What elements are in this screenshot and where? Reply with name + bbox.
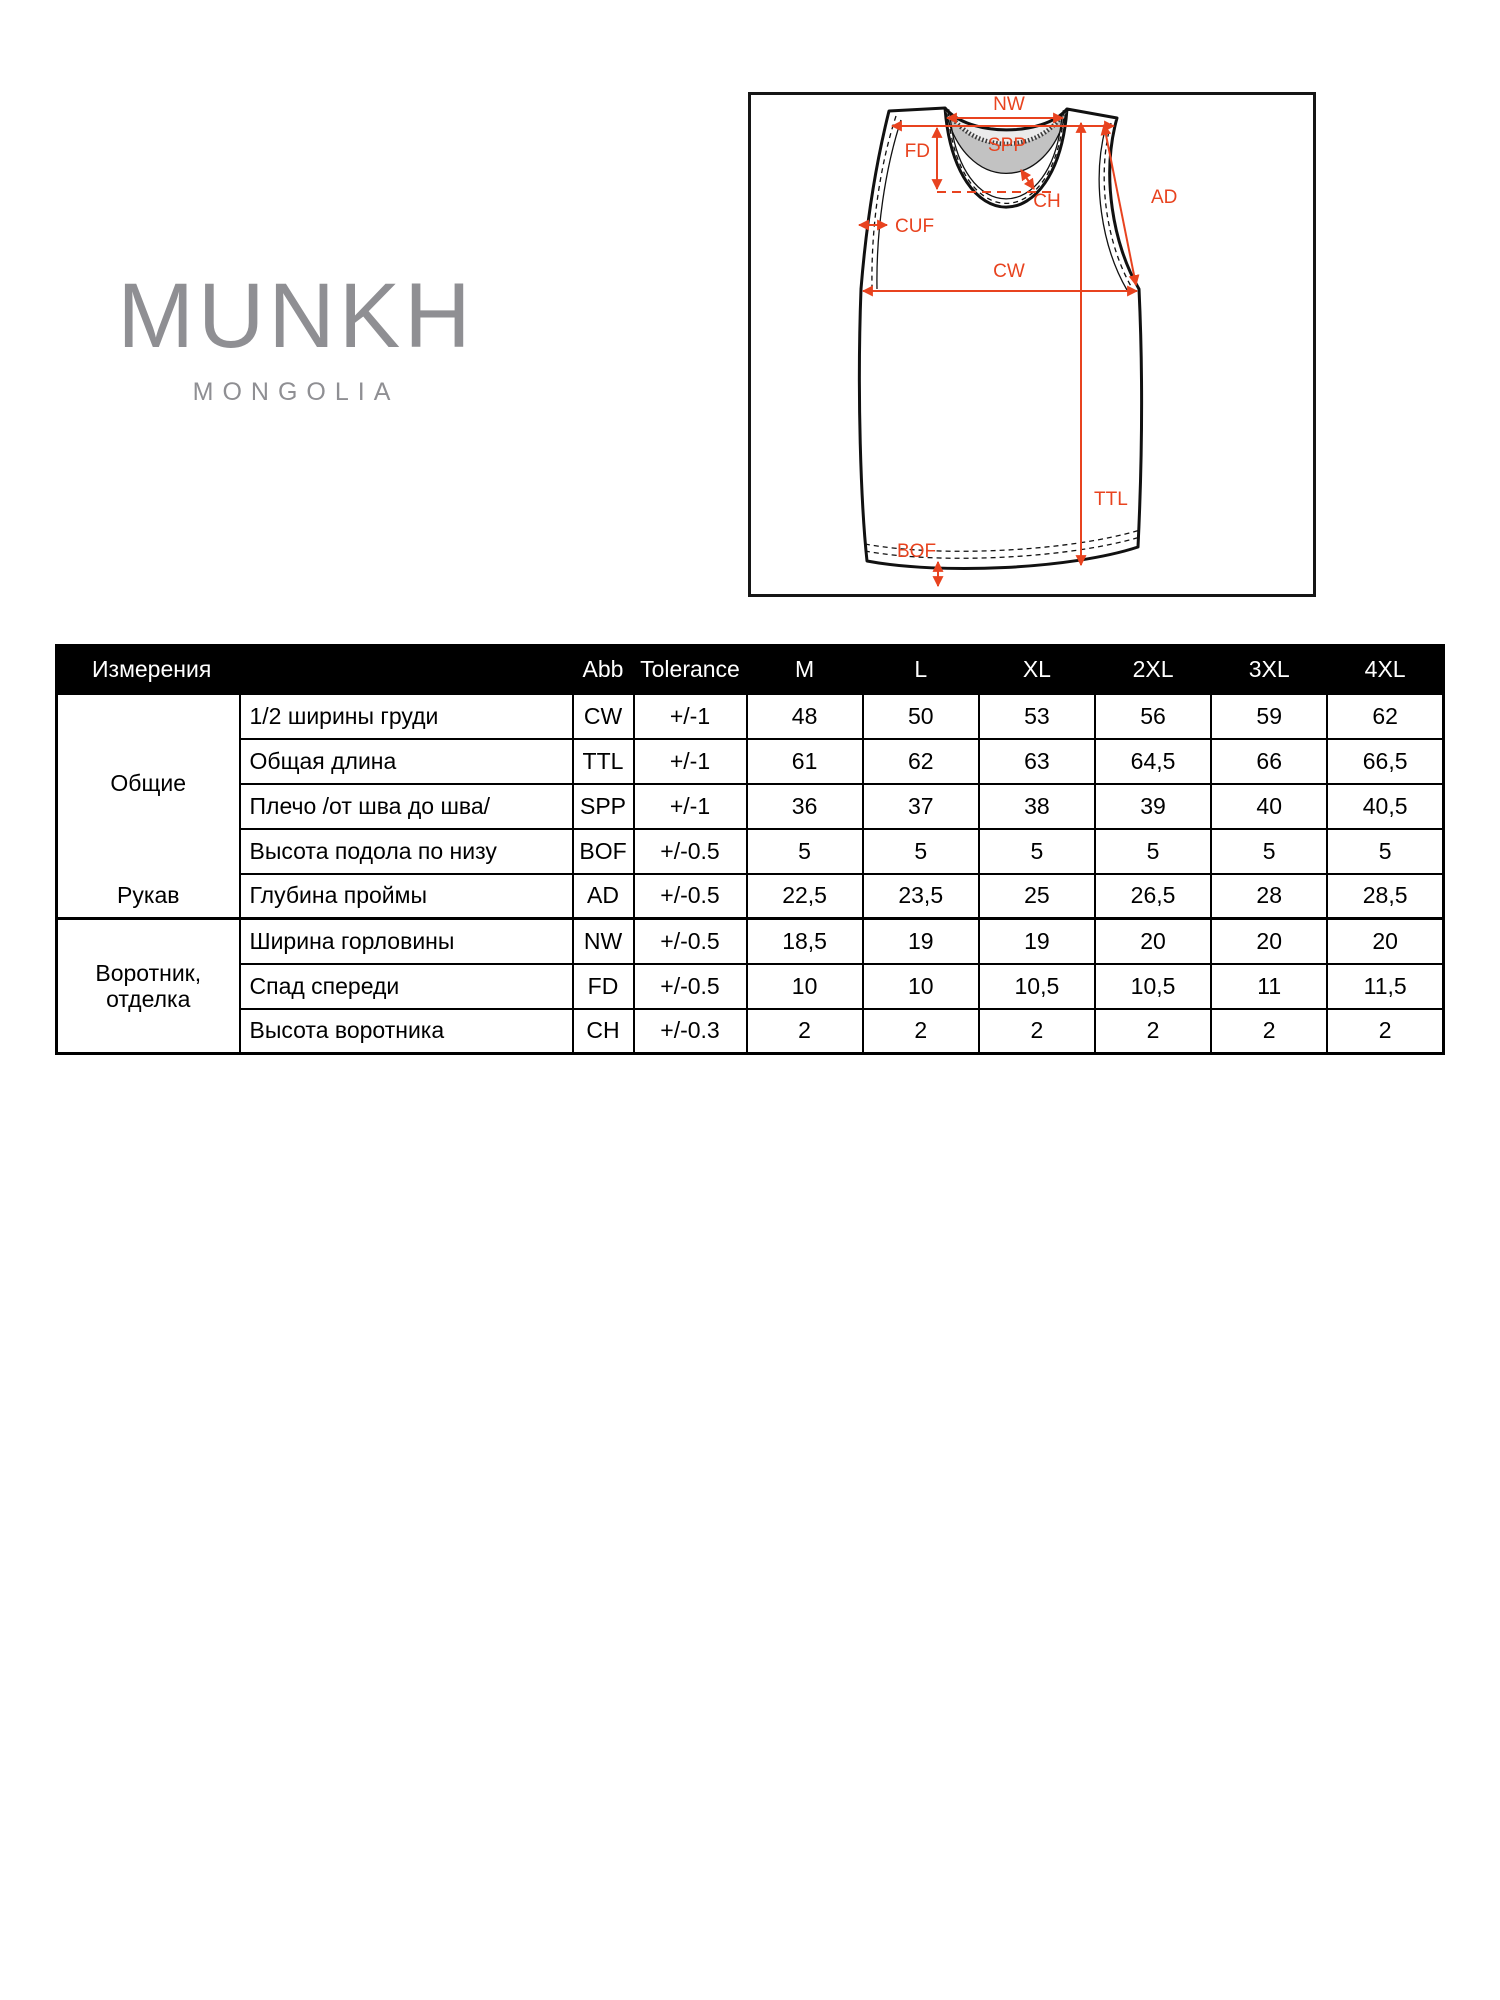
abbreviation-cell: FD	[573, 964, 634, 1009]
size-value-cell: 40	[1211, 784, 1327, 829]
row-group-label: Воротник, отделка	[95, 959, 202, 1012]
abb-column-header: Abb	[573, 646, 634, 694]
size-value-cell: 28	[1211, 874, 1327, 919]
tolerance-cell: +/-0.5	[634, 829, 747, 874]
ttl-measurement-label: TTL	[1094, 489, 1128, 510]
table-row	[57, 1009, 1444, 1054]
measurement-name-cell: 1/2 ширины груди	[240, 694, 573, 739]
size-column-header: M	[747, 646, 863, 694]
size-value-cell: 66,5	[1327, 739, 1443, 784]
size-value-cell: 23,5	[863, 874, 979, 919]
size-value-cell: 11	[1211, 964, 1327, 1009]
measurement-name-cell: Спад спереди	[240, 964, 573, 1009]
table-row	[57, 784, 1444, 829]
size-column-header: 4XL	[1327, 646, 1443, 694]
measurement-name-cell: Высота подола по низу	[240, 829, 573, 874]
size-value-cell: 10	[747, 964, 863, 1009]
size-value-cell: 63	[979, 739, 1095, 784]
tolerance-cell: +/-1	[634, 739, 747, 784]
size-value-cell: 5	[979, 829, 1095, 874]
tolerance-cell: +/-0.5	[634, 919, 747, 964]
size-value-cell: 10,5	[979, 964, 1095, 1009]
size-value-cell: 2	[1327, 1009, 1443, 1054]
ad-measurement-label: AD	[1151, 187, 1178, 208]
size-value-cell: 66	[1211, 739, 1327, 784]
logo-brand-text: MUNKH	[117, 265, 475, 367]
size-value-cell: 39	[1095, 784, 1211, 829]
size-value-cell: 20	[1095, 919, 1211, 964]
size-value-cell: 5	[863, 829, 979, 874]
size-value-cell: 40,5	[1327, 784, 1443, 829]
size-value-cell: 19	[863, 919, 979, 964]
size-value-cell: 36	[747, 784, 863, 829]
tank-top-technical-drawing	[751, 95, 1313, 594]
size-value-cell: 20	[1211, 919, 1327, 964]
size-value-cell: 64,5	[1095, 739, 1211, 784]
size-value-cell: 10	[863, 964, 979, 1009]
spp-measurement-label: SPP	[987, 135, 1027, 156]
size-column-header: XL	[979, 646, 1095, 694]
abbreviation-cell: NW	[573, 919, 634, 964]
abbreviation-cell: AD	[573, 874, 634, 919]
size-value-cell: 2	[747, 1009, 863, 1054]
bof-measurement-label: BOF	[897, 541, 937, 562]
size-value-cell: 10,5	[1095, 964, 1211, 1009]
table-row	[57, 874, 1444, 919]
table-row	[57, 964, 1444, 1009]
abbreviation-cell: SPP	[573, 784, 634, 829]
size-value-cell: 48	[747, 694, 863, 739]
abbreviation-cell: TTL	[573, 739, 634, 784]
table-row	[57, 919, 1444, 964]
size-value-cell: 59	[1211, 694, 1327, 739]
size-column-header: 2XL	[1095, 646, 1211, 694]
size-value-cell: 37	[863, 784, 979, 829]
measurement-name-cell: Общая длина	[240, 739, 573, 784]
measurement-name-cell: Глубина проймы	[240, 874, 573, 919]
size-column-header: L	[863, 646, 979, 694]
tolerance-cell: +/-1	[634, 694, 747, 739]
size-value-cell: 2	[1211, 1009, 1327, 1054]
row-group-cell	[57, 919, 240, 1054]
size-value-cell: 26,5	[1095, 874, 1211, 919]
measurement-name-cell: Высота воротника	[240, 1009, 573, 1054]
tolerance-cell: +/-1	[634, 784, 747, 829]
row-group-label: Общие	[110, 770, 187, 797]
size-value-cell: 19	[979, 919, 1095, 964]
measurements-column-header: Измерения	[57, 646, 573, 694]
measurement-name-cell: Ширина горловины	[240, 919, 573, 964]
nw-measurement-label: NW	[993, 95, 1025, 115]
measurement-name-cell: Плечо /от шва до шва/	[240, 784, 573, 829]
brand-logo	[108, 265, 484, 407]
ch-measure-arrow	[1021, 170, 1034, 189]
size-value-cell: 11,5	[1327, 964, 1443, 1009]
size-value-cell: 56	[1095, 694, 1211, 739]
size-column-header: 3XL	[1211, 646, 1327, 694]
table-row	[57, 694, 1444, 739]
tolerance-cell: +/-0.5	[634, 874, 747, 919]
size-table-body	[57, 694, 1444, 1054]
size-value-cell: 5	[747, 829, 863, 874]
abbreviation-cell: CW	[573, 694, 634, 739]
size-table	[55, 644, 1445, 1055]
abbreviation-cell: BOF	[573, 829, 634, 874]
size-value-cell: 2	[979, 1009, 1095, 1054]
tolerance-column-header: Tolerance	[634, 646, 747, 694]
fd-measurement-label: FD	[904, 141, 930, 162]
size-value-cell: 38	[979, 784, 1095, 829]
size-value-cell: 18,5	[747, 919, 863, 964]
size-value-cell: 25	[979, 874, 1095, 919]
table-header-row	[57, 646, 1444, 694]
size-value-cell: 2	[863, 1009, 979, 1054]
size-value-cell: 50	[863, 694, 979, 739]
size-value-cell: 20	[1327, 919, 1443, 964]
size-value-cell: 5	[1211, 829, 1327, 874]
abbreviation-cell: CH	[573, 1009, 634, 1054]
row-group-cell	[57, 694, 240, 919]
cw-measurement-label: CW	[993, 261, 1025, 282]
size-value-cell: 61	[747, 739, 863, 784]
size-value-cell: 53	[979, 694, 1095, 739]
size-value-cell: 5	[1095, 829, 1211, 874]
logo-subtitle-text: MONGOLIA	[192, 378, 400, 406]
tolerance-cell: +/-0.3	[634, 1009, 747, 1054]
ch-measurement-label: CH	[1033, 191, 1061, 212]
size-value-cell: 62	[1327, 694, 1443, 739]
garment-diagram-frame	[748, 92, 1316, 597]
table-row	[57, 829, 1444, 874]
row-group-label: Рукав	[117, 881, 180, 908]
size-value-cell: 2	[1095, 1009, 1211, 1054]
size-value-cell: 22,5	[747, 874, 863, 919]
size-table-header	[57, 646, 1444, 694]
size-value-cell: 28,5	[1327, 874, 1443, 919]
size-value-cell: 5	[1327, 829, 1443, 874]
table-row	[57, 739, 1444, 784]
tolerance-cell: +/-0.5	[634, 964, 747, 1009]
cuf-measurement-label: CUF	[895, 216, 935, 237]
size-value-cell: 62	[863, 739, 979, 784]
